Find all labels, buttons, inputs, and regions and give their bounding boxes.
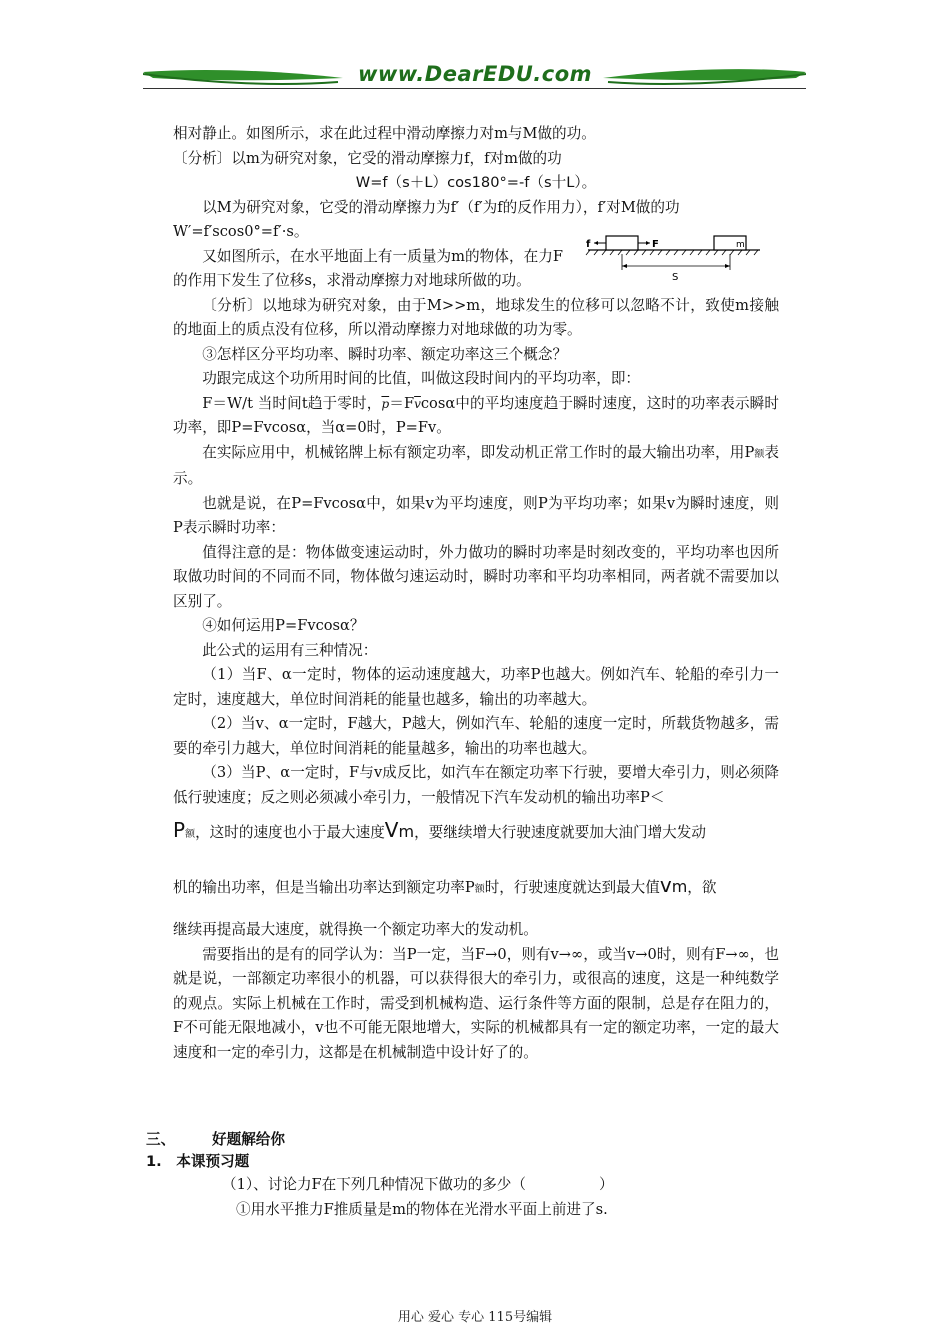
header-rule [143,88,806,89]
text-run: ，要继续增大行驶速度就要加大油门增大发动 [414,824,706,841]
case-3-cont-3: 继续再提高最大速度，就得换一个额定功率大的发动机。 [173,921,538,938]
text-run: ＝F [389,394,415,412]
question-4: ④如何运用P=Fvcosα？ [202,617,365,634]
site-title: www.DearEDU.com [357,62,593,86]
subsection-1-title: 1. 本课预习题 [146,1153,250,1170]
text-run: cosα中的平均速度趋于瞬时速度，这时的功率表示瞬时功率，即P=Fvcosα，当α=0时，P=Fv。 [173,394,779,436]
p-bar-symbol: $\overline{p}$ [381,396,390,411]
text-run: ，这时的速度也小于最大速度 [195,824,385,841]
v-symbol: V [384,818,399,842]
para-5: 〔分析〕以地球为研究对象，由于M>>m，地球发生的位移可以忽略不计，致使m接触的地面上的质点没有位移，所以滑动摩擦力对地球做的功为零。 [173,296,779,338]
document-body [173,122,779,1065]
p-symbol: P [173,818,186,842]
text-run: ，欲 [687,879,717,896]
para-3: 以M为研究对象，它受的滑动摩擦力为f′（f′为f的反作用力），f′对M做的功 [202,198,680,216]
para-11: 此公式的运用有三种情况： [202,641,378,659]
para-12: 需要指出的是有的同学认为：当P一定，当F→0，则有v→∞，或当v→0时，则有F→∞，也就是说，一部额定功率很小的机器，可以获得很大的牵引力，或很高的速度，这是一种纯数学的观点。实际上机械在工作时，需受到机械构造、运行条件等方面的限制，总是存在阻力的，F不可能无限地减小，v也不可能无限地增大，实际的机械都具有一定的额定功率，一定的最大速度和一定的牵引力，这都是在机械制造中设计好了的。 [173,945,779,1061]
text-run: 机的输出功率，但是当输出功率达到额定功率P [173,879,475,896]
mass-label: m [736,240,745,250]
section-3-number: 三、 [146,1131,176,1148]
text-run: 表示。 [173,443,779,487]
question-1a: ①用水平推力F推质量是m的物体在光滑水平面上前进了s. [236,1201,608,1218]
section-3-title: 好题解给你 [212,1131,285,1148]
formula-w-prime: W′=f′scos0°=f′·s。 [173,223,309,240]
page-footer: 用心 爱心 专心 115号编辑 [397,1310,553,1325]
para-10: 值得注意的是：物体做变速运动时，外力做功的瞬时功率是时刻改变的，平均功率也因所取做功时间的不同而不同，物体做匀速运动时，瞬时功率和平均功率相同，两者就不需要加以区别了。 [173,543,779,610]
case-1: （1）当F、α一定时，物体的运动速度越大，功率P也越大。例如汽车、轮船的牵引力一定时，速度越大，单位时间消耗的能量也越多，输出的功率越大。 [173,666,779,708]
force-label: F [652,239,659,250]
friction-label: f [586,239,591,250]
para-2: 〔分析〕以m为研究对象，它受的滑动摩擦力f，f对m做的功 [173,149,562,167]
question-1: （1）、讨论力F在下列几种情况下做功的多少（ ） [222,1176,614,1193]
text-run: F＝W/t 当时间t趋于零时， [202,394,382,412]
subscript-e: 额 [754,448,765,460]
para-1: 相对静止。如图所示，求在此过程中滑动摩擦力对m与M做的功。 [173,125,596,142]
question-3: ③怎样区分平均功率、瞬时功率、额定功率这三个概念？ [202,345,568,363]
v-symbol: v [659,873,672,897]
para-8 [173,441,779,492]
subscript-e: 额 [474,884,485,895]
displacement-label: S [672,272,679,282]
formula-w: W=f（s＋L）cos180°=-f（s十L）。 [355,174,597,191]
case-3-cont-1 [173,812,779,853]
case-3-cont-2 [173,867,779,908]
para-7 [173,392,779,441]
case-2: （2）当v、α一定时，F越大，P越大，例如汽车、轮船的速度一定时，所载货物越多，需要的牵引力越大，单位时间消耗的能量越多，输出的功率也越大。 [173,715,779,757]
subscript-m: m [398,822,415,841]
para-9: 也就是说，在P=Fvcosα中，如果v为平均速度，则P为平均功率；如果v为瞬时速度，则P表示瞬时功率： [173,494,779,536]
text-run: 在实际应用中，机械铭牌上标有额定功率，即发动机正常工作时的最大输出功率，用P [202,443,755,461]
subscript-m: m [671,877,688,896]
text-run: 时，行驶速度就达到最大值 [484,879,660,896]
para-4: 又如图所示，在水平地面上有一质量为m的物体，在力F的作用下发生了位移s，求滑动摩擦力对地球所做的功。 [173,247,563,289]
para-6: 功跟完成这个功所用时间的比值，叫做这段时间内的平均功率，即： [202,370,641,387]
subscript-e: 额 [185,829,196,840]
case-3: （3）当P、α一定时，F与v成反比，如汽车在额定功率下行驶，要增大牵引力，则必须降低行驶速度；反之则必须减小牵引力，一般情况下汽车发动机的输出功率P＜ [173,764,779,806]
v-bar-symbol: $\overline{v}$ [414,396,421,411]
